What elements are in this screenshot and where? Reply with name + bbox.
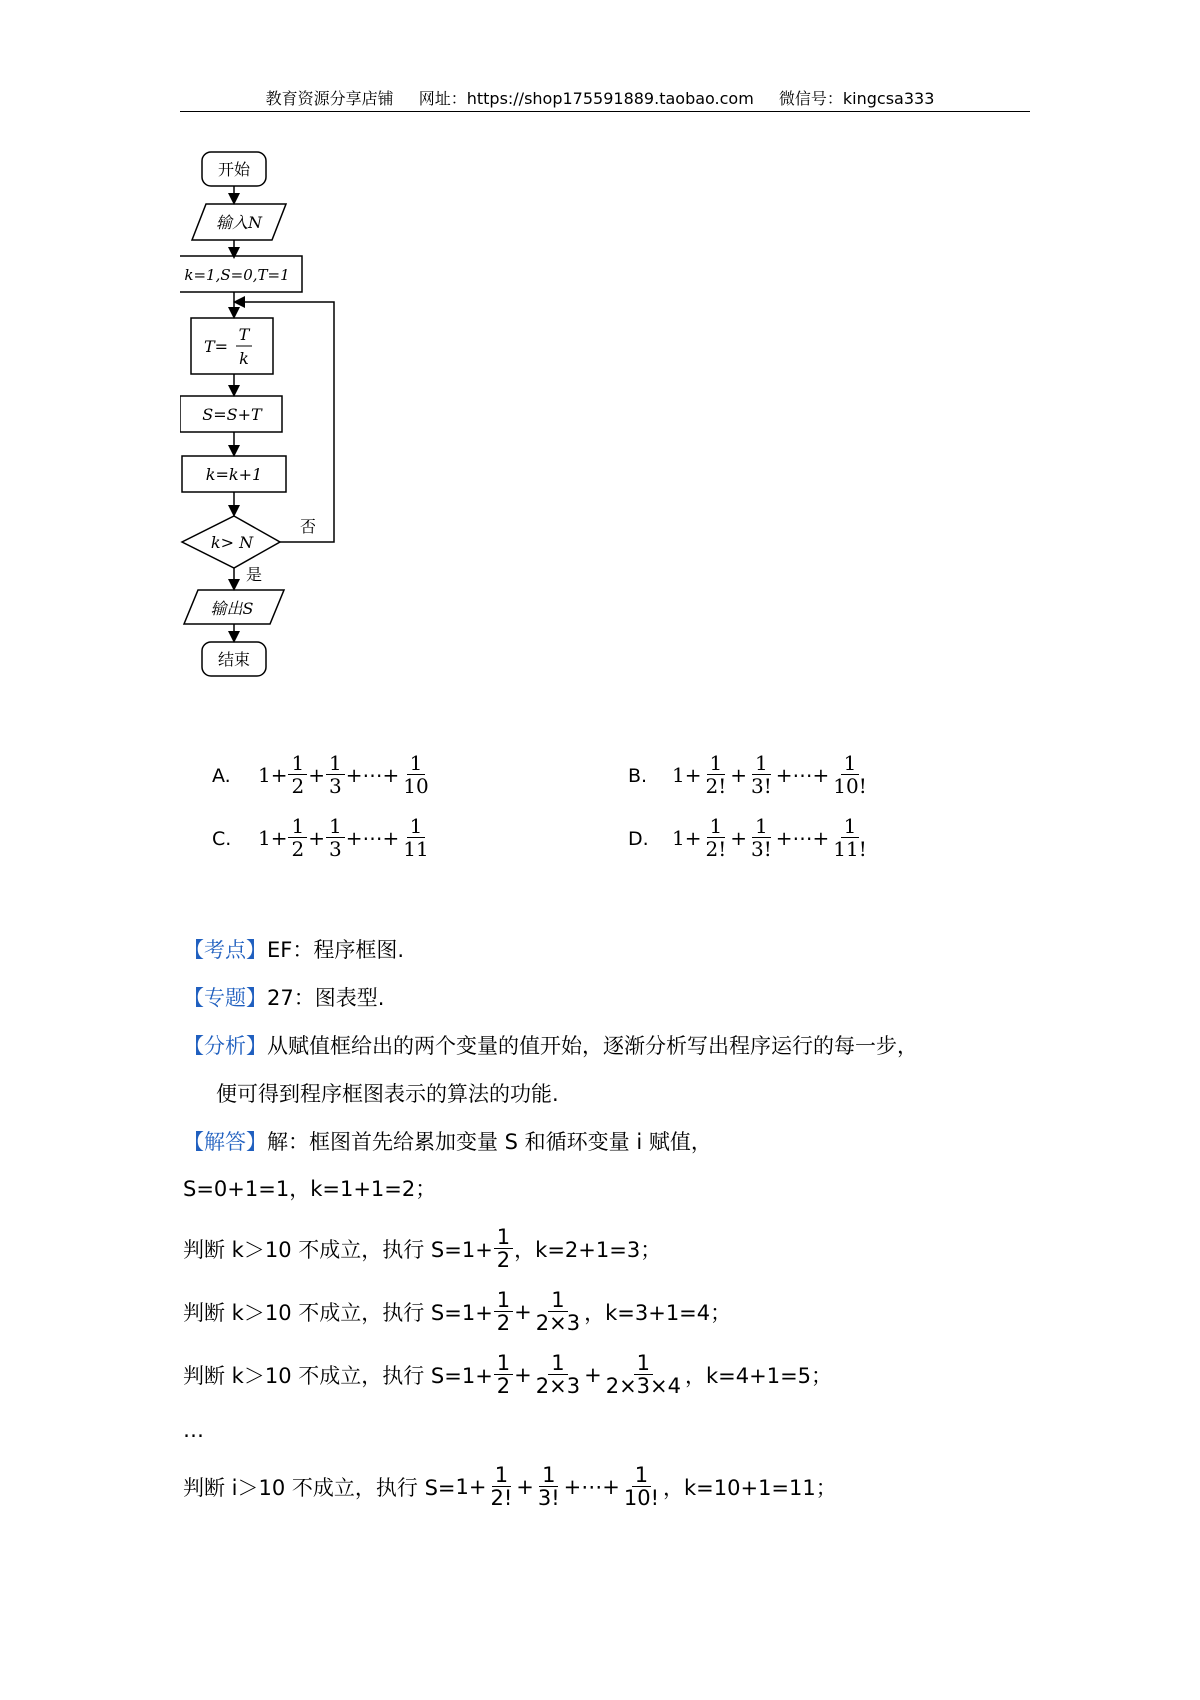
shop-url: 网址：https://shop175591889.taobao.com [418, 89, 754, 108]
t-assign-num: T [238, 325, 250, 344]
end-label: 结束 [217, 650, 251, 669]
condition-label: k> N [210, 533, 254, 552]
option-c-expr: 1+ $\frac{1}{2}$ + $\frac{1}{3}$ +⋯+ $\frac{1}{11}$ [258, 815, 433, 860]
zhuanti-line [183, 982, 384, 1012]
step-last: 判断 i＞10 不成立，执行 S= 1+ $\frac{1}{2!}$ + $\frac{1}{3!}$ +⋯+ $\frac{1}{10!}$ ，k=10+1=11； [183, 1463, 837, 1510]
fenxi-line [183, 1030, 918, 1060]
s-assign-label: S=S+T [202, 405, 262, 424]
zhuanti-text: 27：图表型. [267, 986, 385, 1010]
fenxi-text: 从赋值框给出的两个变量的值开始，逐渐分析写出程序运行的每一步， [267, 1034, 918, 1058]
fraction: $\frac{1}{10}$ [403, 751, 429, 798]
option-a-expr: 1+ $\frac{1}{2}$ + $\frac{1}{3}$ +⋯+ $\frac{1}{10}$ [258, 752, 433, 797]
init-label: k=1,S=0,T=1 [184, 266, 290, 284]
t-assign-den: k [239, 349, 249, 368]
expr-dots: +⋯+ [345, 762, 400, 787]
fraction: $\frac{1}{2!}$ [490, 1463, 513, 1510]
fenxi-tag: 【分析】 [183, 1034, 267, 1058]
fenxi-line-2 [216, 1078, 559, 1108]
shop-name: 教育资源分享店铺 [265, 89, 394, 108]
option-d-expr: 1+ $\frac{1}{2!}$ + $\frac{1}{3!}$ +⋯+ $\frac{1}{11!}$ [672, 815, 871, 860]
fraction: $\frac{1}{10!}$ [833, 751, 867, 798]
step-2: 判断 k＞10 不成立，执行 S=1+ $\frac{1}{2}$ + $\frac{1}{2\times 3}$ ，k=3+1=4； [183, 1288, 732, 1335]
fraction: $\frac{1}{10!}$ [623, 1463, 659, 1510]
fraction: $\frac{1}{2}$ [288, 815, 307, 860]
fraction: $\frac{1}{3!}$ [751, 814, 772, 861]
fraction: $\frac{1}{2!}$ [705, 751, 727, 798]
header-rule [180, 111, 1030, 112]
fraction: $\frac{1}{2}$ [494, 1226, 513, 1271]
wechat-id: 微信号：kingcsa333 [778, 89, 935, 108]
jieda-tag: 【解答】 [183, 1130, 267, 1154]
fraction: $\frac{1}{11!}$ [833, 814, 867, 861]
option-b-letter: B. [628, 765, 648, 787]
option-a-letter: A. [212, 765, 231, 787]
fenxi-text-2: 便可得到程序框图表示的算法的功能. [216, 1082, 559, 1106]
flowchart [180, 150, 380, 750]
option-c-letter: C. [212, 828, 232, 850]
zhuanti-tag: 【专题】 [183, 986, 267, 1010]
kaodian-text: EF：程序框图. [267, 938, 405, 962]
jieda-text: 解：框图首先给累加变量 S 和循环变量 i 赋值， [267, 1130, 712, 1154]
fraction: $\frac{1}{2}$ [494, 1289, 513, 1334]
k-assign-label: k=k+1 [205, 465, 263, 484]
fraction: $\frac{1}{3}$ [326, 752, 345, 797]
kaodian-tag: 【考点】 [183, 938, 267, 962]
expr-lead: 1+ [258, 762, 288, 787]
yes-label: 是 [245, 565, 263, 584]
option-b-expr: 1+ $\frac{1}{2!}$ + $\frac{1}{3!}$ +⋯+ $\frac{1}{10!}$ [672, 752, 871, 797]
fraction: $\frac{1}{2!}$ [705, 814, 727, 861]
option-d-letter: D. [628, 828, 649, 850]
page-header [0, 86, 1200, 109]
fraction: $\frac{1}{2\times 3\times 4}$ [605, 1351, 681, 1398]
fraction: $\frac{1}{2\times 3}$ [535, 1288, 581, 1335]
output-label: 输出S [210, 599, 254, 618]
t-assign-lhs: T= [203, 337, 229, 356]
start-label: 开始 [217, 160, 251, 179]
fraction: $\frac{1}{3!}$ [751, 751, 772, 798]
fraction: $\frac{1}{2}$ [288, 752, 307, 797]
step-1: 判断 k＞10 不成立，执行 S=1+ $\frac{1}{2}$ ，k=2+1=3； [183, 1225, 662, 1272]
input-label: 输入N [215, 213, 263, 232]
jieda-line [183, 1126, 712, 1156]
no-label: 否 [299, 517, 317, 536]
step-0: S=0+1=1，k=1+1=2； [183, 1177, 437, 1201]
fraction: $\frac{1}{11}$ [403, 814, 429, 861]
fraction: $\frac{1}{2\times 3}$ [535, 1351, 581, 1398]
fraction: $\frac{1}{3}$ [326, 815, 345, 860]
fraction: $\frac{1}{2}$ [494, 1352, 513, 1397]
ellipsis: … [183, 1418, 204, 1442]
fraction: $\frac{1}{3!}$ [537, 1463, 560, 1510]
kaodian-line [183, 934, 404, 964]
step-3: 判断 k＞10 不成立，执行 S=1+ $\frac{1}{2}$ + $\frac{1}{2\times 3}$ + $\frac{1}{2\times 3\times 4}$ ，k=4+1=5； [183, 1351, 833, 1398]
